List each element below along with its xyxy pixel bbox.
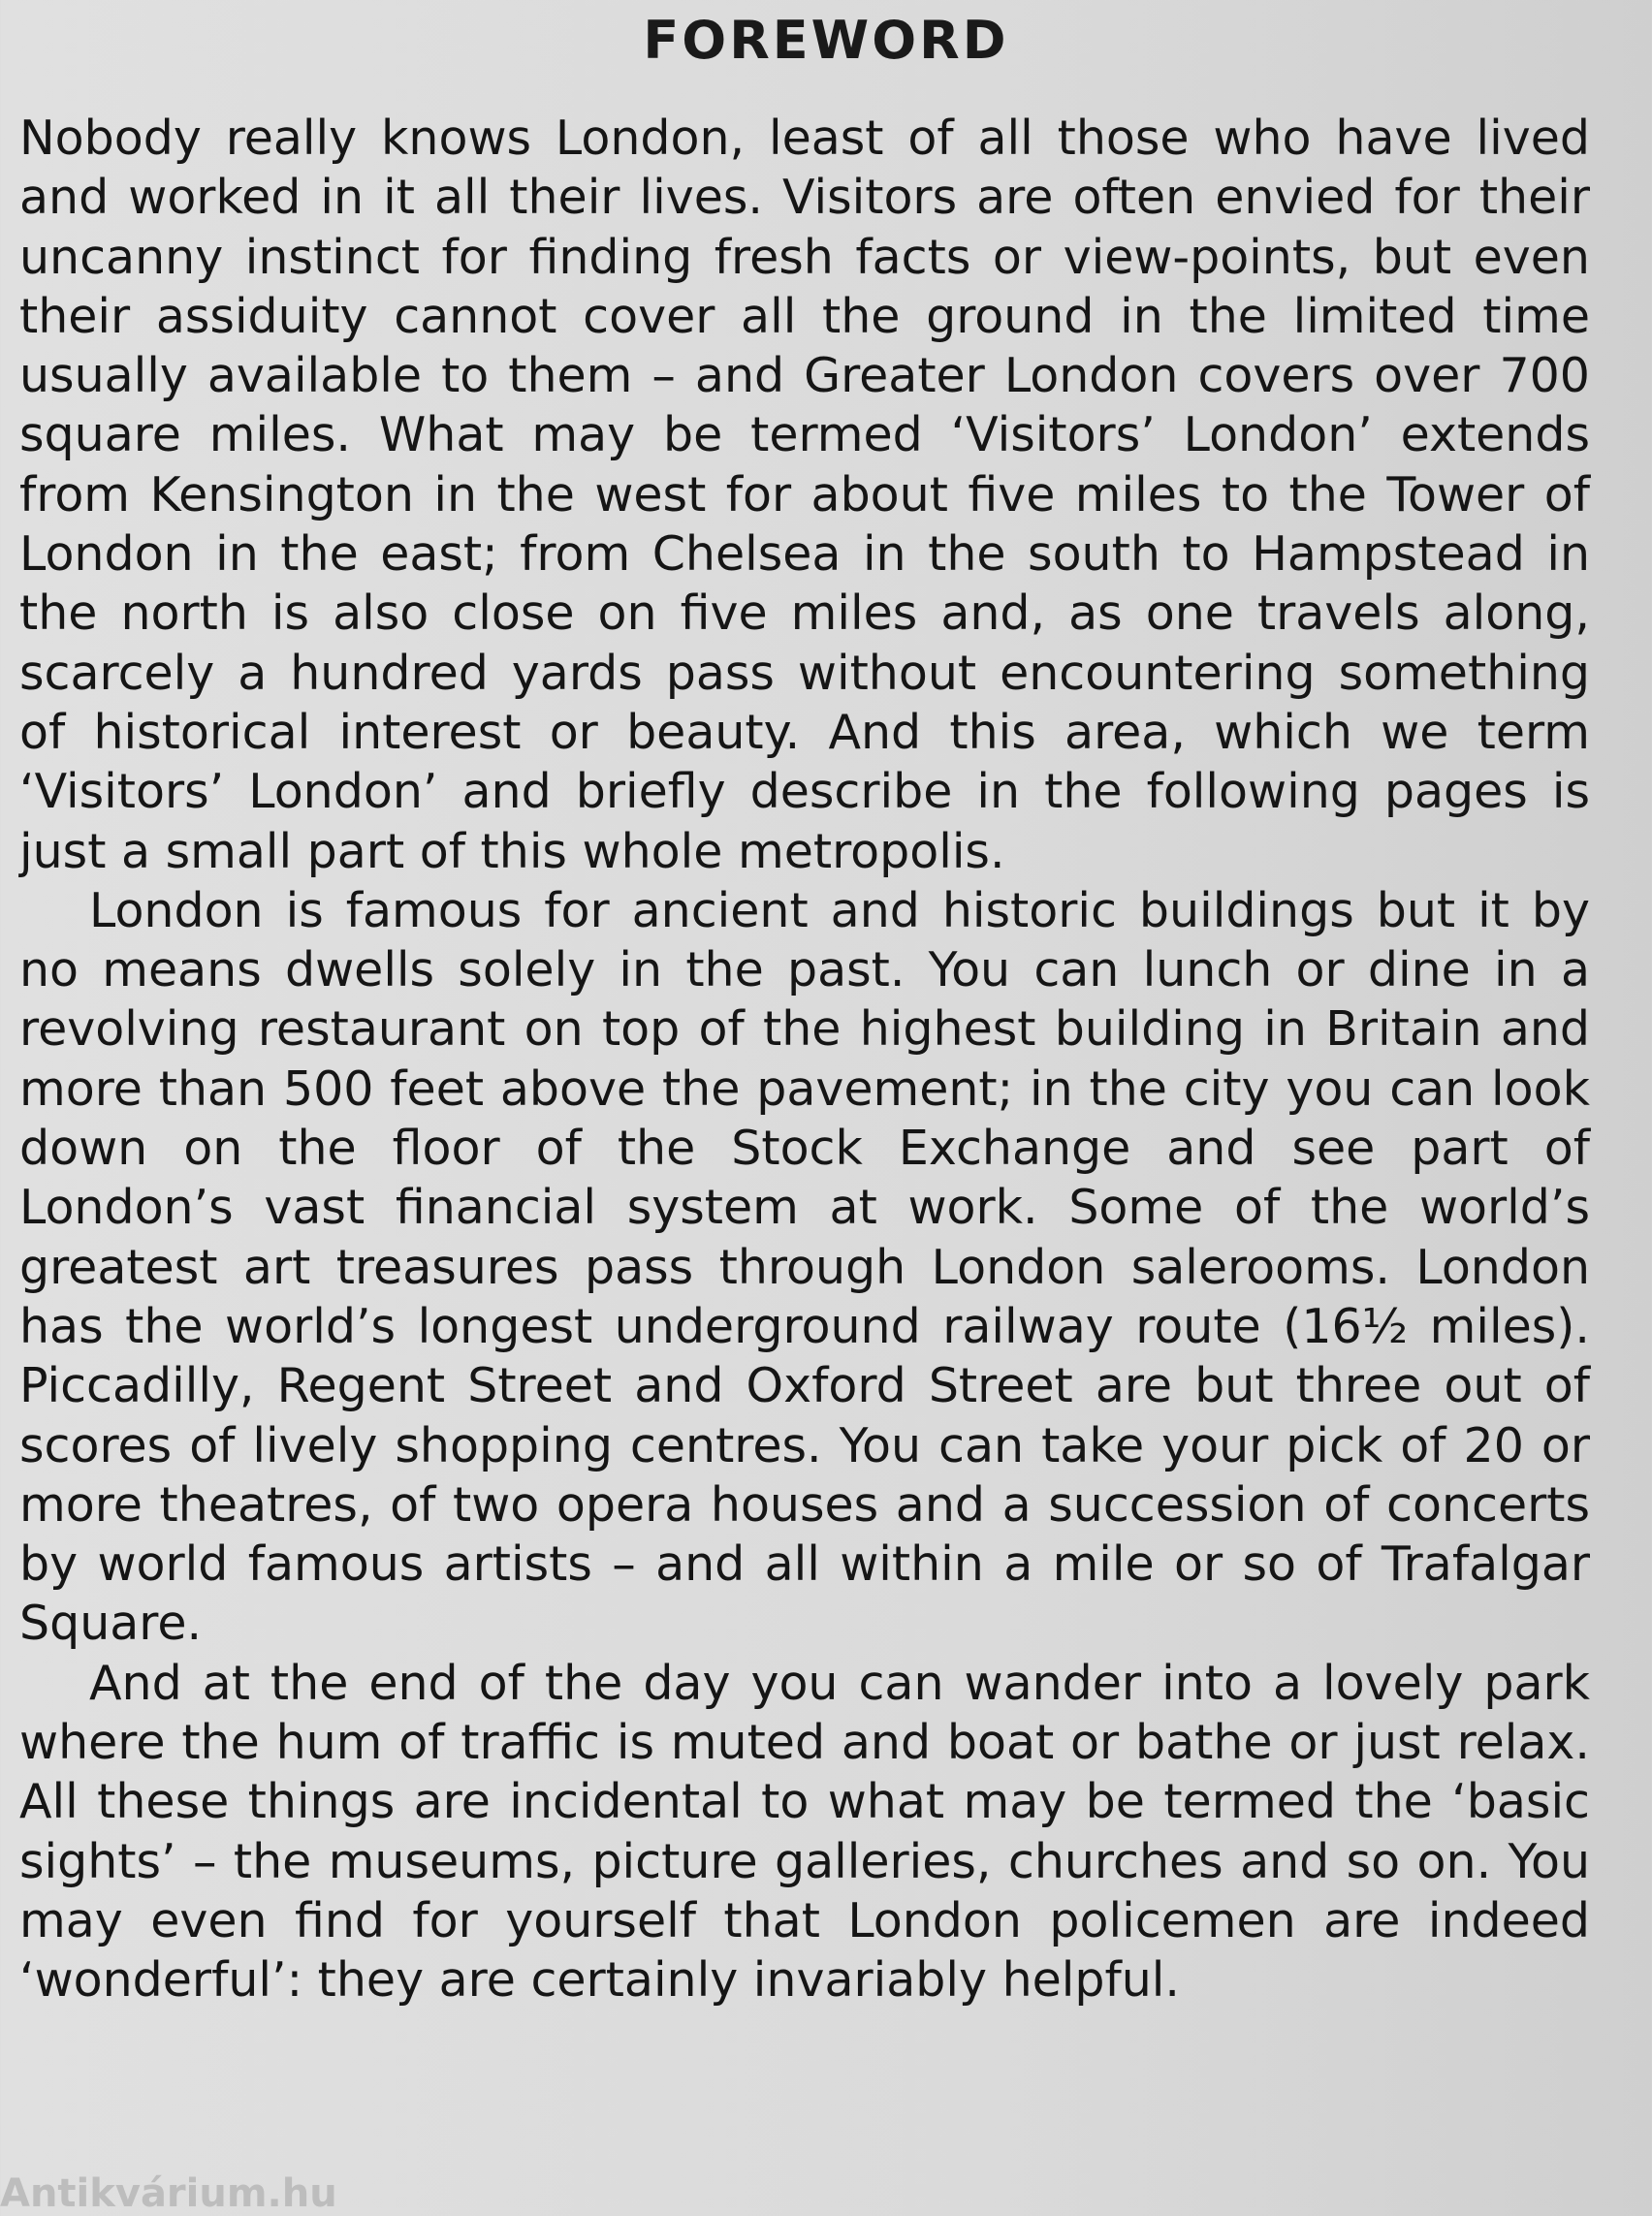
paragraph-1: Nobody really knows London, least of all those who have lived and worked in it all their lives. Visitors are often envied for their uncanny instinct for finding fresh facts or view-points, but even their assiduity cannot cover all the ground in the limited time usually available to them – and Greater London covers over 700 square miles. What may be termed ‘Visitors’ London’ extends from Kensington in the west for about five miles to the Tower of London in the east; from Chelsea in the south to Hampstead in the north is also close on five miles and, as one travels along, scarcely a hundred yards pass without encountering something of historical interest or beauty. And this area, which we term ‘Visitors’ London’ and briefly describe in the following pages is just a small part of this whole metropolis. xyxy=(19,111,1590,879)
watermark-text: Antikvárium.hu xyxy=(0,2171,337,2216)
paragraph-2: London is famous for ancient and historic buildings but it by no means dwells solely in the past. You can lunch or dine in a revolving restaurant on top of the highest building in Britain and more than 500 feet above the pavement; in the city you can look down on the floor of the Stock Exchange and see part of London’s vast financial system at work. Some of the world’s greatest art treasures pass through London salerooms. London has the world’s longest underground railway route (16½ miles). Piccadilly, Regent Street and Oxford Street are but three out of scores of lively shopping centres. You can take your pick of 20 or more theatres, of two opera houses and a succession of concerts by world famous artists – and all within a mile or so of Trafalgar Square. xyxy=(19,882,1590,1652)
page-title: FOREWORD xyxy=(643,10,1009,71)
paragraph-3: And at the end of the day you can wander into a lovely park where the hum of traffic is muted and boat or bathe or just relax. All these things are incidental to what may be termed the ‘basic sights’ – the museums, picture galleries, churches and so on. You may even find for yourself that London policemen are indeed ‘wonderful’: they are certainly invariably helpful. xyxy=(19,1655,1590,2009)
foreword-body xyxy=(19,109,1590,2010)
